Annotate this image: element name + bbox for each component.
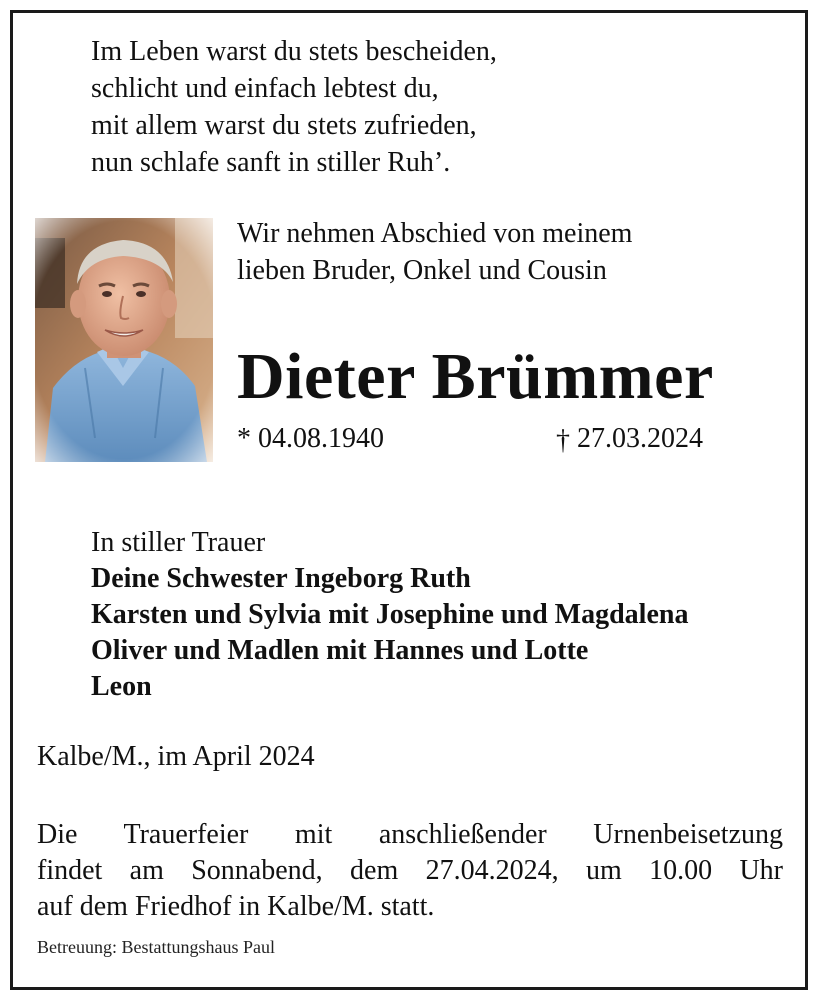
ceremony-notice: [37, 817, 783, 925]
intro-line: lieben Bruder, Onkel und Cousin: [237, 255, 607, 286]
ceremony-line: findet am Sonnabend, dem 27.04.2024, um 10.00 Uhr: [37, 855, 783, 886]
deceased-name: Dieter Brümmer: [237, 340, 714, 413]
poem-line: schlicht und einfach lebtest du,: [91, 73, 439, 104]
mourner-line: Karsten und Sylvia mit Josephine und Magdalena: [91, 599, 689, 630]
ceremony-line: auf dem Friedhof in Kalbe/M. statt.: [37, 891, 435, 922]
ceremony-line: Die Trauerfeier mit anschließender Urnenbeisetzung: [37, 819, 783, 850]
mourner-line: Deine Schwester Ingeborg Ruth: [91, 563, 471, 594]
death-date-line: [556, 423, 703, 455]
mourning-intro: In stiller Trauer: [91, 527, 266, 558]
funeral-home-credit: Betreuung: Bestattungshaus Paul: [37, 937, 275, 957]
cross-icon: †: [556, 425, 570, 456]
obituary-frame: [10, 10, 808, 990]
place-date: Kalbe/M., im April 2024: [37, 741, 315, 772]
intro-line: Wir nehmen Abschied von meinem: [237, 218, 633, 249]
poem-line: nun schlafe sanft in stiller Ruh’.: [91, 147, 451, 178]
mourner-line: Leon: [91, 671, 152, 702]
poem-line: Im Leben warst du stets bescheiden,: [91, 36, 497, 67]
portrait-illustration: [35, 218, 213, 462]
mourners-block: [91, 525, 688, 705]
poem: [91, 33, 497, 181]
birth-date: * 04.08.1940: [237, 423, 384, 454]
poem-line: mit allem warst du stets zufrieden,: [91, 110, 477, 141]
mourner-line: Oliver und Madlen mit Hannes und Lotte: [91, 635, 589, 666]
farewell-intro: [237, 215, 632, 289]
death-date: 27.03.2024: [577, 423, 703, 454]
portrait-photo: [35, 218, 213, 462]
